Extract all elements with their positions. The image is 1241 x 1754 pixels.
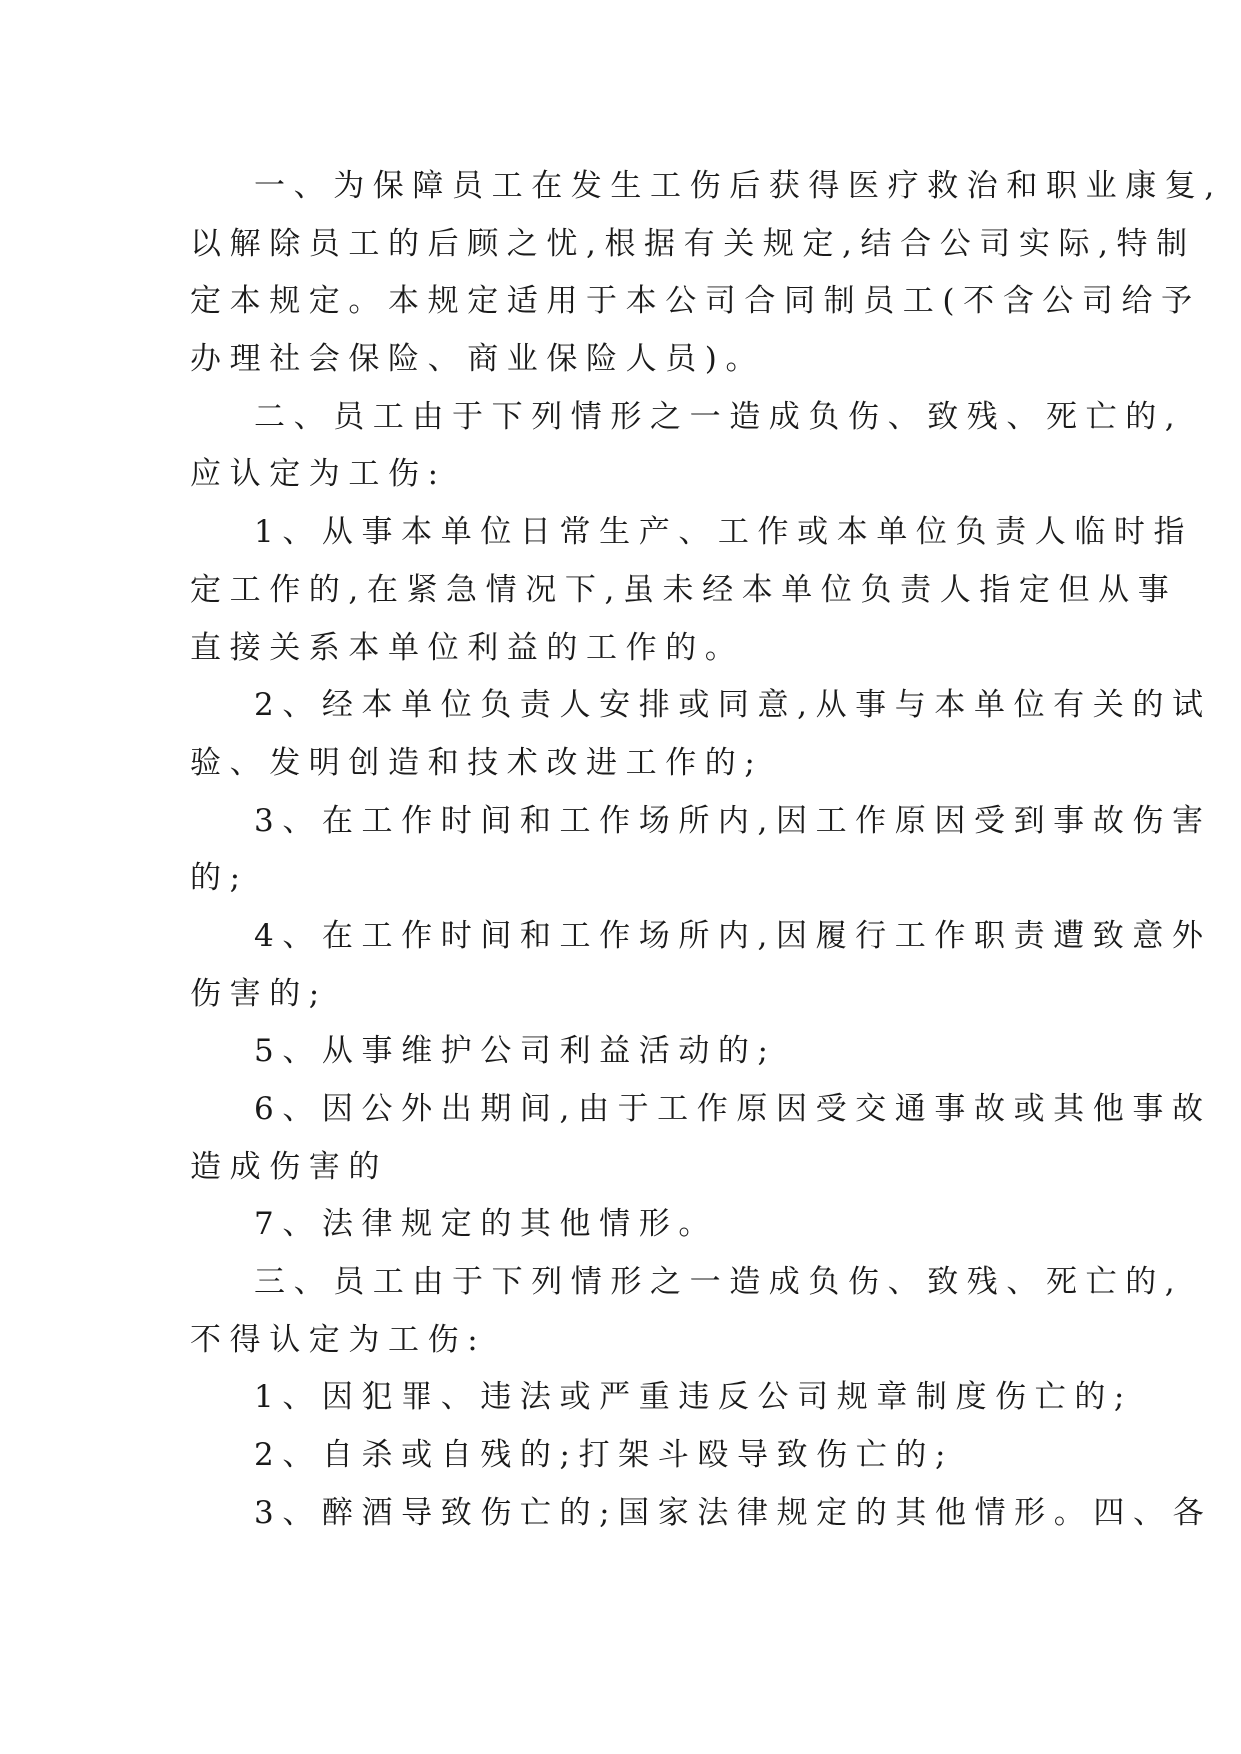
paragraph-13 [190, 1485, 1213, 1543]
paragraph-8 [190, 1081, 1212, 1196]
text-line: 二、员工由于下列情形之一造成负伤、致残、死亡的, [254, 398, 1184, 435]
paragraph-2 [190, 389, 1184, 504]
text-line: 6、因公外出期间,由于工作原因受交通事故或其他事故 [254, 1091, 1212, 1127]
paragraph-5 [190, 793, 1212, 908]
text-line: 造成伤害的 [190, 1148, 388, 1185]
text-line: 三、员工由于下列情形之一造成负伤、致残、死亡的, [254, 1264, 1184, 1301]
paragraph-7 [190, 1023, 1070, 1081]
text-line: 2、经本单位负责人安排或同意,从事与本单位有关的试 [254, 687, 1212, 724]
text-line: 定工作的,在紧急情况下,虽未经本单位负责人指定但从事 [190, 571, 1178, 608]
text-line: 不得认定为工伤: [190, 1321, 487, 1358]
paragraph-1 [190, 158, 1223, 389]
text-line: 2、自杀或自残的;打架斗殴导致伤亡的; [254, 1437, 955, 1474]
document-body [190, 158, 1223, 1543]
text-line: 4、在工作时间和工作场所内,因履行工作职责遭致意外 [254, 917, 1212, 954]
text-line: 7、法律规定的其他情形。 [254, 1206, 718, 1243]
text-line: 验、发明创造和技术改进工作的; [190, 744, 764, 781]
paragraph-6 [190, 908, 1212, 1023]
text-line: 的; [190, 860, 249, 897]
paragraph-9 [190, 1196, 1070, 1254]
text-line: 3、在工作时间和工作场所内,因工作原因受到事故伤害 [254, 802, 1212, 839]
text-line: 直接关系本单位利益的工作的。 [190, 629, 745, 666]
text-line: 1、因犯罪、违法或严重违反公司规章制度伤亡的; [254, 1379, 1133, 1416]
text-line: 应认定为工伤: [190, 456, 447, 493]
text-line: 以解除员工的后顾之忧,根据有关规定,结合公司实际,特制 [190, 225, 1196, 262]
text-line: 3、醉酒导致伤亡的;国家法律规定的其他情形。四、各 [254, 1494, 1213, 1531]
paragraph-4 [190, 677, 1212, 792]
text-line: 一、为保障员工在发生工伤后获得医疗救治和职业康复, [254, 168, 1223, 204]
paragraph-10 [190, 1254, 1184, 1369]
text-line: 5、从事维护公司利益活动的; [254, 1033, 777, 1070]
paragraph-11 [190, 1369, 1133, 1427]
text-line: 定本规定。本规定适用于本公司合同制员工(不含公司给予 [190, 283, 1201, 320]
paragraph-12 [190, 1427, 1070, 1485]
text-line: 伤害的; [190, 975, 328, 1012]
text-line: 办理社会保险、商业保险人员)。 [190, 341, 766, 378]
text-line: 1、从事本单位日常生产、工作或本单位负责人临时指 [254, 514, 1194, 551]
paragraph-3 [190, 504, 1194, 677]
